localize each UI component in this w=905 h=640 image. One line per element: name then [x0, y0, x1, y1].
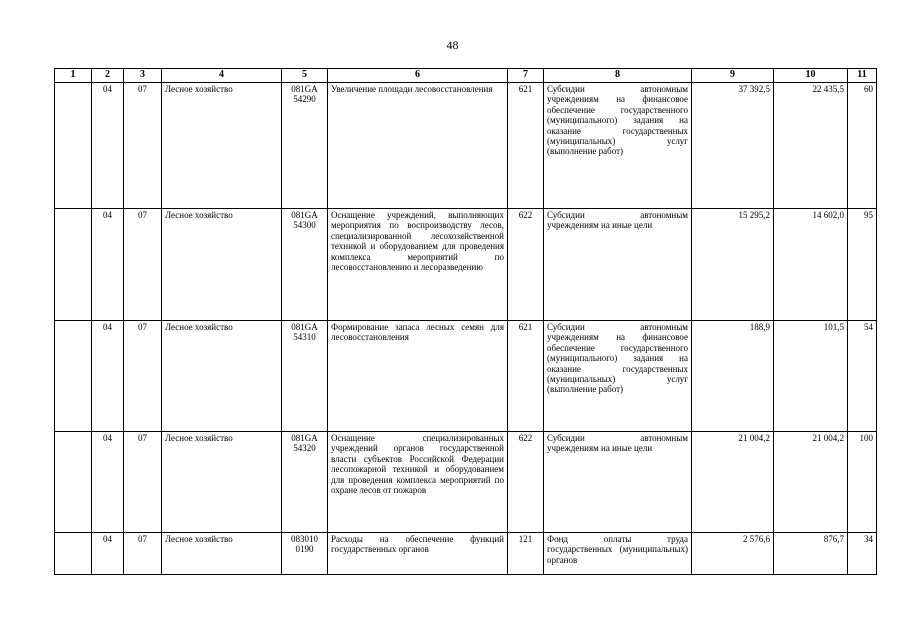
cell-expense-type-code: 622: [508, 432, 544, 533]
cell-actual-amount: 14 602,0: [774, 209, 848, 321]
cell-percent: 95: [848, 209, 877, 321]
column-header: 7: [508, 69, 544, 83]
column-header: 10: [774, 69, 848, 83]
cell-section: 04: [92, 533, 124, 575]
cell-target-name: Формирование запаса лесных семян для лесовосстановления: [328, 321, 508, 432]
cell-actual-amount: 101,5: [774, 321, 848, 432]
cell-subsection: 07: [124, 432, 162, 533]
table-row: [55, 209, 877, 321]
cell-expense-type-code: 121: [508, 533, 544, 575]
cell-target-code: 081GA 54310: [282, 321, 328, 432]
column-header: 4: [162, 69, 282, 83]
cell-subsection: 07: [124, 321, 162, 432]
cell-col1: [55, 209, 92, 321]
cell-plan-amount: 188,9: [692, 321, 774, 432]
cell-percent: 54: [848, 321, 877, 432]
page-number: 48: [446, 38, 459, 52]
column-header: 9: [692, 69, 774, 83]
column-header: 3: [124, 69, 162, 83]
cell-expense-type-name: Субсидии автономным учреждениям на финансовое обеспечение государственного (муниципального) задания на оказание государственных (муниципальных) услуг (выполнение работ): [544, 321, 692, 432]
cell-target-code: 081GA 54300: [282, 209, 328, 321]
cell-expense-type-code: 621: [508, 83, 544, 209]
cell-target-code: 081GA 54320: [282, 432, 328, 533]
cell-target-name: Оснащение специализированных учреждений органов государственной власти субъектов Российской Федерации лесопожарной техникой и оборудованием для проведения комплекса мероприятий по охране лесов от пожаров: [328, 432, 508, 533]
column-header: 2: [92, 69, 124, 83]
cell-plan-amount: 2 576,6: [692, 533, 774, 575]
cell-section-name: Лесное хозяйство: [162, 321, 282, 432]
cell-plan-amount: 37 392,5: [692, 83, 774, 209]
cell-section: 04: [92, 432, 124, 533]
column-header: 8: [544, 69, 692, 83]
cell-col1: [55, 533, 92, 575]
header-row: [55, 69, 877, 83]
cell-subsection: 07: [124, 83, 162, 209]
cell-expense-type-name: Субсидии автономным учреждениям на иные цели: [544, 209, 692, 321]
cell-percent: 60: [848, 83, 877, 209]
column-header: 6: [328, 69, 508, 83]
cell-expense-type-name: Субсидии автономным учреждениям на иные цели: [544, 432, 692, 533]
cell-target-name: Оснащение учреждений, выполняющих мероприятия по воспроизводству лесов, специализированной лесохозяйственной техникой и оборудованием для проведения комплекса мероприятий по лесовосстановлению и лесоразведению: [328, 209, 508, 321]
cell-section-name: Лесное хозяйство: [162, 533, 282, 575]
cell-target-name: Увеличение площади лесовосстановления: [328, 83, 508, 209]
cell-percent: 34: [848, 533, 877, 575]
cell-percent: 100: [848, 432, 877, 533]
cell-expense-type-code: 622: [508, 209, 544, 321]
cell-plan-amount: 15 295,2: [692, 209, 774, 321]
cell-target-code: 083010 0190: [282, 533, 328, 575]
cell-col1: [55, 83, 92, 209]
cell-expense-type-name: Фонд оплаты труда государственных (муниципальных) органов: [544, 533, 692, 575]
table-row: [55, 432, 877, 533]
cell-target-code: 081GA 54290: [282, 83, 328, 209]
column-header: 5: [282, 69, 328, 83]
cell-section-name: Лесное хозяйство: [162, 432, 282, 533]
cell-subsection: 07: [124, 209, 162, 321]
cell-section: 04: [92, 321, 124, 432]
cell-expense-type-code: 621: [508, 321, 544, 432]
cell-section-name: Лесное хозяйство: [162, 83, 282, 209]
cell-col1: [55, 321, 92, 432]
budget-table: [54, 68, 877, 575]
column-header: 11: [848, 69, 877, 83]
cell-section: 04: [92, 83, 124, 209]
cell-actual-amount: 21 004,2: [774, 432, 848, 533]
cell-expense-type-name: Субсидии автономным учреждениям на финансовое обеспечение государственного (муниципального) задания на оказание государственных (муниципальных) услуг (выполнение работ): [544, 83, 692, 209]
cell-target-name: Расходы на обеспечение функций государственных органов: [328, 533, 508, 575]
cell-section-name: Лесное хозяйство: [162, 209, 282, 321]
table-row: [55, 83, 877, 209]
table-row: [55, 321, 877, 432]
table-row: [55, 533, 877, 575]
cell-actual-amount: 876,7: [774, 533, 848, 575]
cell-plan-amount: 21 004,2: [692, 432, 774, 533]
cell-subsection: 07: [124, 533, 162, 575]
cell-actual-amount: 22 435,5: [774, 83, 848, 209]
column-header: 1: [55, 69, 92, 83]
cell-col1: [55, 432, 92, 533]
cell-section: 04: [92, 209, 124, 321]
